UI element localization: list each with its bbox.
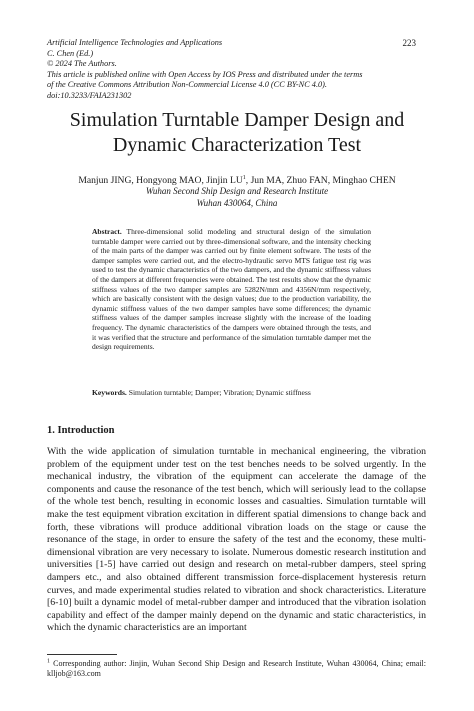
footnote	[47, 659, 426, 679]
header-line-license-2: of the Creative Commons Attribution Non-Commercial License 4.0 (CC BY-NC 4.0).	[47, 80, 328, 90]
footnote-mark: 1	[47, 658, 50, 665]
keywords	[92, 388, 382, 398]
header-line-series: Artificial Intelligence Technologies and Applications	[47, 38, 223, 47]
affiliation-line-1: Wuhan Second Ship Design and Research Institute	[145, 186, 329, 196]
abstract	[92, 227, 371, 352]
footnote-divider	[47, 654, 117, 655]
page-number: 223	[402, 38, 416, 48]
affiliation	[20, 186, 454, 209]
header-line-doi: doi:10.3233/FAIA231302	[47, 90, 132, 100]
header-line-license-1: This article is published online with Open Access by IOS Press and distributed under the terms	[47, 69, 363, 79]
header-line-copyright: © 2024 The Authors.	[47, 59, 117, 69]
abstract-label: Abstract.	[92, 227, 122, 236]
abstract-text: Three-dimensional solid modeling and structural design of the simulation turntable damper were carried out by three-dimensional software, and the intensity checking of the main parts of the damper was carried out by finite element software. The tests of the damper samples were carried out, and the electro-hydraulic servo MTS fatigue test rig was used to test the dynamic characteristics of the two dampers, and the dynamic stiffness values of the dampers at different frequencies were obtained. The test results show that the dynamic stiffness values of the two damper samples are 5282N/mm and 4356N/mm respectively, which are basically consistent with the design values; due to the production variability, the dynamic stiffness values of the two damper samples have some differences; the dynamic stiffness values of the damper samples increase slightly with the increase of the loading frequency. The dynamic characteristics of the dampers were obtained through the tests, and it was verified that the structure and performance of the simulation turntable damper met the design requirements.	[92, 227, 371, 352]
author-names-after: , Jun MA, Zhuo FAN, Minghao CHEN	[245, 175, 396, 186]
author-footnote-mark: 1	[242, 174, 246, 181]
title-line-1: Simulation Turntable Damper Design and	[69, 109, 405, 131]
affiliation-line-2: Wuhan 430064, China	[196, 197, 278, 208]
footnote-text: Corresponding author: Jinjin, Wuhan Second Ship Design and Research Institute, Wuhan 430064, China; email: klljob@163.com	[47, 659, 427, 679]
journal-header	[47, 38, 427, 102]
paper-title	[20, 108, 454, 158]
introduction-text: With the wide application of simulation turntable in mechanical engineering, the vibration problem of the equipment under test on the test benches needs to be solved urgently. In the mechanical industry, the vibration of the equipment can accelerate the damage of the components and cause the resonance of the test bench, which will seriously lead to the collapse of the whole test bench, resulting in economic losses and casualties. Simulation turntable will make the test equipment vibration excitation in different spatial dimensions to change back and forth, these vibrations will produce additional vibration loads on the stage or cause the resonance of the stage, in order to ensure the safety of the test and the economy, these multi-dimensional vibration are very necessary to isolate. Numerous domestic research institution and universities [1-5] have carried out design and research on metal-rubber dampers, steel spring dampers etc., and also obtained different transmission force-displacement hysteresis return curves, and made experimental studies related to vibration and shock characteristics. Literature [6-10] built a dynamic model of metal-rubber damper and introduced that the vibration isolation capability and effect of the damper mainly depend on the dynamic and static characteristics, in which the dynamic characteristics are an important	[47, 446, 426, 634]
author-names-before: Manjun JING, Hongyong MAO, Jinjin LU	[78, 175, 243, 186]
header-line-editor: C. Chen (Ed.)	[47, 48, 94, 58]
keywords-text: Simulation turntable; Damper; Vibration; Dynamic stiffness	[128, 388, 311, 397]
keywords-label: Keywords.	[92, 388, 127, 397]
title-line-2: Dynamic Characterization Test	[112, 134, 362, 156]
section-heading-introduction: 1. Introduction	[47, 425, 115, 436]
